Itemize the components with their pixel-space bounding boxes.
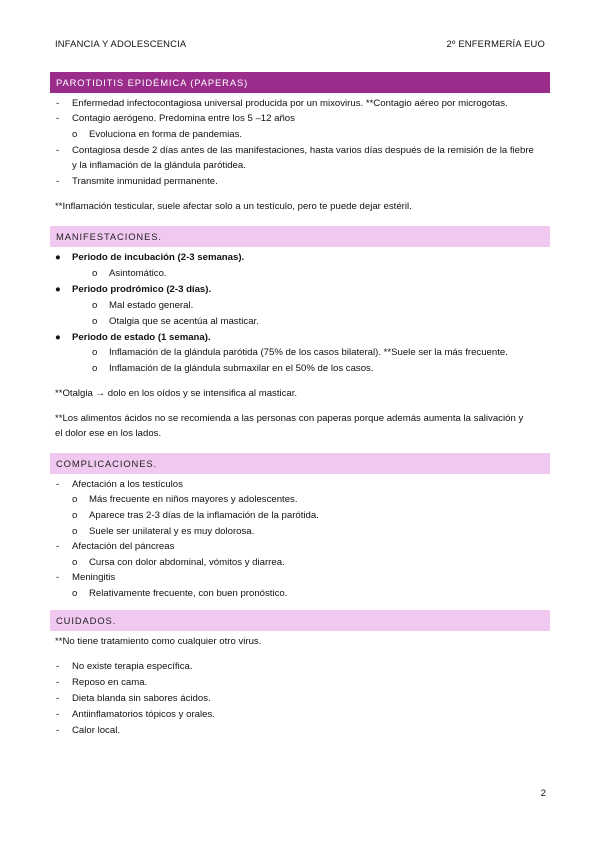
circle-marker: o: [92, 268, 98, 279]
dash-marker: -: [56, 176, 60, 187]
dash-marker: -: [56, 572, 60, 583]
dash-marker: -: [56, 98, 60, 109]
dash-marker: -: [56, 541, 60, 552]
list-item: Contagiosa desde 2 días antes de las manifestaciones, hasta varios días después de la remisión de la fiebre: [72, 145, 534, 156]
note: **Otalgia → dolo en los oídos y se intensifica al masticar.: [55, 388, 298, 399]
bullet-marker: ●: [55, 332, 61, 343]
header-right: 2º ENFERMERÍA EUO: [446, 38, 545, 49]
period-estado: Periodo de estado (1 semana).: [72, 332, 211, 343]
list-subitem: Suele ser unilateral y es muy dolorosa.: [89, 526, 255, 537]
list-subitem: Inflamación de la glándula submaxilar en el 50% de los casos.: [109, 363, 374, 374]
list-item-continuation: y la inflamación de la glándula parótidea.: [72, 160, 246, 171]
dash-marker: -: [56, 145, 60, 156]
list-item: Afectación a los testículos: [72, 479, 183, 490]
dash-marker: -: [56, 725, 60, 736]
list-subitem: Inflamación de la glándula parótida (75% de los casos bilateral). **Suele ser la más frecuente.: [109, 347, 508, 358]
circle-marker: o: [72, 526, 78, 537]
list-subitem: Relativamente frecuente, con buen pronóstico.: [89, 588, 288, 599]
period-prodromico: Periodo prodrómico (2-3 días).: [72, 284, 212, 295]
list-subitem: Evoluciona en forma de pandemias.: [89, 129, 243, 140]
list-subitem: Más frecuente en niños mayores y adolescentes.: [89, 494, 298, 505]
note: **Los alimentos ácidos no se recomienda a las personas con paperas porque además aumenta la salivación y: [55, 413, 524, 424]
circle-marker: o: [72, 494, 78, 505]
list-item: Afectación del páncreas: [72, 541, 175, 552]
list-subitem: Aparece tras 2-3 días de la inflamación de la parótida.: [89, 510, 319, 521]
dash-marker: -: [56, 661, 60, 672]
list-item: Enfermedad infectocontagiosa universal producida por un mixovirus. **Contagio aéreo por microgotas.: [72, 98, 508, 109]
dash-marker: -: [56, 113, 60, 124]
dash-marker: -: [56, 479, 60, 490]
circle-marker: o: [92, 363, 98, 374]
list-subitem: Asintomático.: [109, 268, 167, 279]
list-subitem: Cursa con dolor abdominal, vómitos y diarrea.: [89, 557, 285, 568]
circle-marker: o: [92, 316, 98, 327]
circle-marker: o: [72, 129, 78, 140]
note: **Inflamación testicular, suele afectar solo a un testículo, pero te puede dejar estéril.: [55, 201, 412, 212]
circle-marker: o: [72, 510, 78, 521]
circle-marker: o: [92, 300, 98, 311]
list-item: Contagio aerógeno. Predomina entre los 5 –12 años: [72, 113, 295, 124]
list-item: Antiinflamatorios tópicos y orales.: [72, 709, 215, 720]
period-incubacion: Periodo de incubación (2-3 semanas).: [72, 252, 245, 263]
section-title-parotiditis: PAROTIDITIS EPIDÉMICA (PAPERAS): [50, 72, 550, 93]
list-subitem: Otalgia que se acentúa al masticar.: [109, 316, 259, 327]
list-item: Calor local.: [72, 725, 120, 736]
dash-marker: -: [56, 709, 60, 720]
circle-marker: o: [72, 588, 78, 599]
list-subitem: Mal estado general.: [109, 300, 194, 311]
list-item: Meningitis: [72, 572, 116, 583]
bullet-marker: ●: [55, 252, 61, 263]
bullet-marker: ●: [55, 284, 61, 295]
section-title-complicaciones: COMPLICACIONES.: [50, 453, 550, 474]
dash-marker: -: [56, 677, 60, 688]
note-continuation: el dolor ese en los lados.: [55, 428, 162, 439]
list-item: Transmite inmunidad permanente.: [72, 176, 218, 187]
page-number: 2: [540, 788, 546, 799]
list-item: Reposo en cama.: [72, 677, 148, 688]
section-title-manifestaciones: MANIFESTACIONES.: [50, 226, 550, 247]
header-left: INFANCIA Y ADOLESCENCIA: [55, 38, 187, 49]
list-item: Dieta blanda sin sabores ácidos.: [72, 693, 211, 704]
circle-marker: o: [92, 347, 98, 358]
note: **No tiene tratamiento como cualquier otro virus.: [55, 636, 262, 647]
dash-marker: -: [56, 693, 60, 704]
section-title-cuidados: CUIDADOS.: [50, 610, 550, 631]
list-item: No existe terapia específica.: [72, 661, 193, 672]
circle-marker: o: [72, 557, 78, 568]
